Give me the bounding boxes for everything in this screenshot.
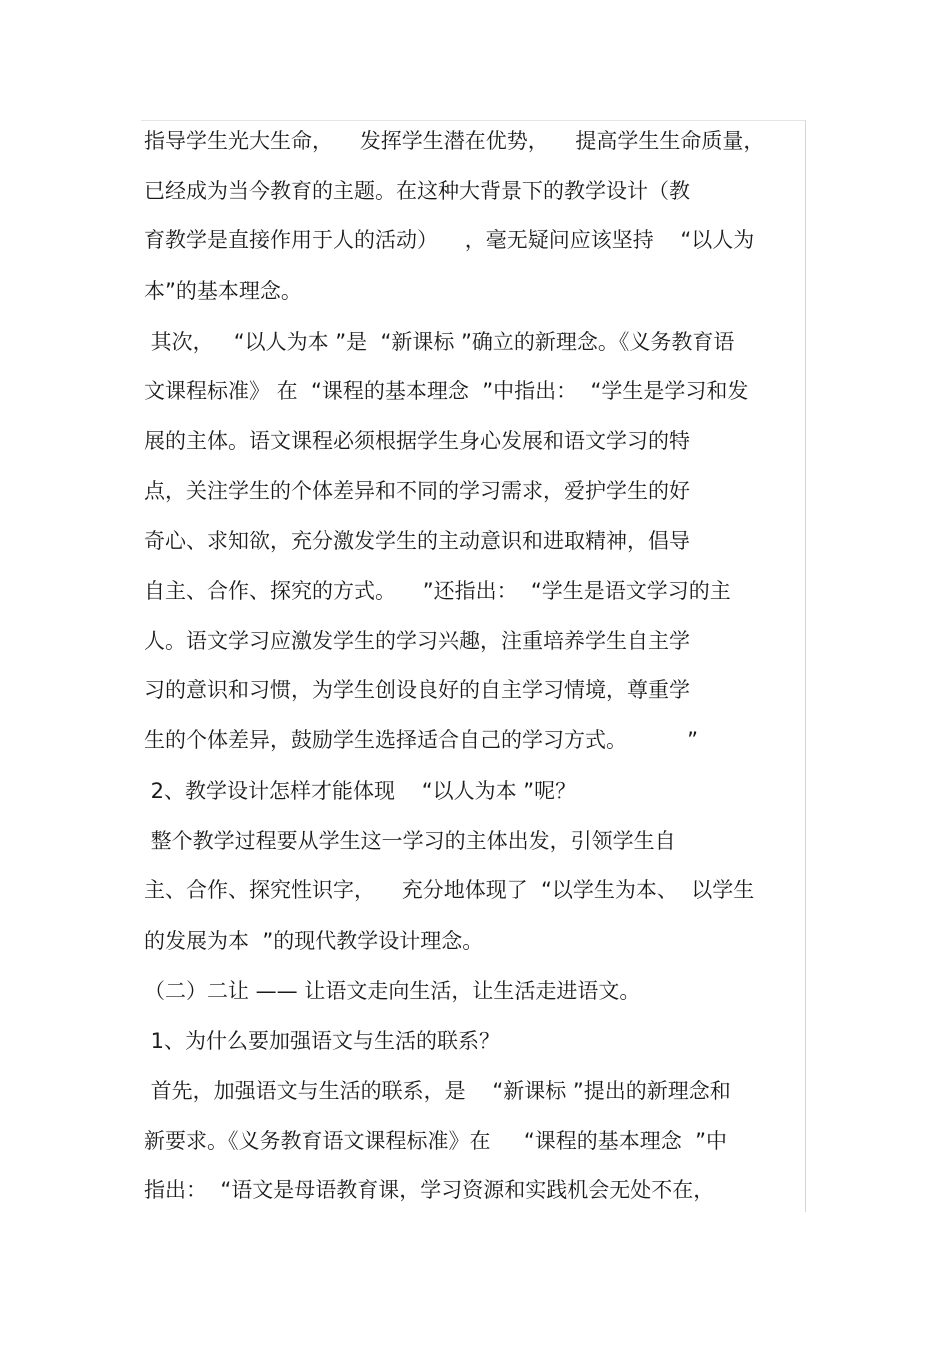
section-heading: （二）二让 —— 让语文走向生活，让生活走进语文。 xyxy=(144,979,641,1003)
text-line: 本”的基本理念。 xyxy=(144,279,302,303)
text-line: 指导学生光大生命， 发挥学生潜在优势， 提高学生生命质量， xyxy=(144,129,765,153)
text-line: 点，关注学生的个体差异和不同的学习需求，爱护学生的好 xyxy=(144,479,690,503)
text-line: 指出： “语文是母语教育课，学习资源和实践机会无处不在， xyxy=(144,1178,715,1202)
text-line: 习的意识和习惯，为学生创设良好的自主学习情境，尊重学 xyxy=(144,678,690,702)
text-line: 展的主体。语文课程必须根据学生身心发展和语文学习的特 xyxy=(144,429,690,453)
text-line: 文课程标准》 在 “课程的基本理念 ”中指出： “学生是学习和发 xyxy=(144,379,749,403)
text-line: 其次， “以人为本 ”是 “新课标 ”确立的新理念。《义务教育语 xyxy=(144,330,735,354)
section-heading: 2、教学设计怎样才能体现 “以人为本 ”呢？ xyxy=(144,779,577,803)
section-heading: 1、为什么要加强语文与生活的联系？ xyxy=(144,1029,501,1053)
text-line: 自主、合作、探究的方式。 ”还指出： “学生是语文学习的主 xyxy=(144,579,731,603)
text-line: 育教学是直接作用于人的活动） ，毫无疑问应该坚持 “以人为 xyxy=(144,228,755,252)
text-line: 主、合作、探究性识字， 充分地体现了 “以学生为本、 以学生 xyxy=(144,878,755,902)
text-line: 新要求。《义务教育语文课程标准》在 “课程的基本理念 ”中 xyxy=(144,1129,727,1153)
text-line: 已经成为当今教育的主题。在这种大背景下的教学设计（教 xyxy=(144,179,690,203)
text-line: 生的个体差异，鼓励学生选择适合自己的学习方式。 ” xyxy=(144,728,698,752)
text-line: 的发展为本 ”的现代教学设计理念。 xyxy=(144,929,484,953)
text-line: 奇心、求知欲，充分激发学生的主动意识和进取精神，倡导 xyxy=(144,529,690,553)
text-line: 整个教学过程要从学生这一学习的主体出发，引领学生自 xyxy=(144,829,676,853)
text-line: 人。语文学习应激发学生的学习兴趣，注重培养学生自主学 xyxy=(144,629,690,653)
text-line: 首先，加强语文与生活的联系，是 “新课标 ”提出的新理念和 xyxy=(144,1079,731,1103)
